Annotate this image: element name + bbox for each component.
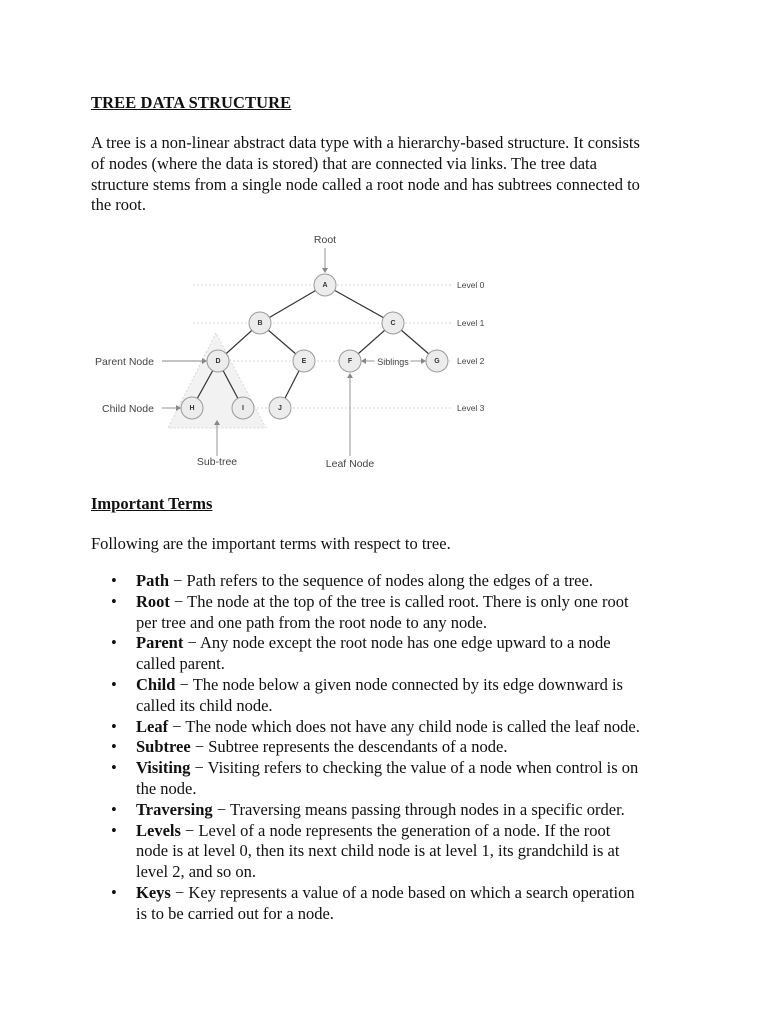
bullet: • [111,633,117,653]
term-definition: − The node below a given node connected by its edge downward is [175,674,623,694]
bullet: • [111,571,117,590]
intro-line: the root. [91,195,146,215]
tree-diagram [88,228,498,478]
term-definition: − Visiting refers to checking the value of a node when control is on [190,758,639,778]
node-g-label: G [434,358,440,365]
document-title: TREE DATA STRUCTURE [91,93,292,112]
level-3-label: Level 3 [457,403,485,413]
term-item [91,883,691,925]
term-definition: − Any node except the root node has one edge upward to a node [183,633,611,653]
term-line: is to be carried out for a node. [136,903,334,923]
node-i-label: I [242,405,244,412]
intro-line: A tree is a non-linear abstract data type with a hierarchy-based structure. It consists [91,133,640,152]
term-definition: − The node which does not have any child node is called the leaf node. [168,716,640,736]
level-2-label: Level 2 [457,356,485,366]
term-definition: − The node at the top of the tree is called root. There is only one root [169,591,629,611]
term-line: called its child node. [136,695,273,715]
bullet: • [111,820,117,840]
term-item [91,592,691,634]
term-line: level 2, and so on. [136,862,257,882]
level-1-label: Level 1 [457,318,485,328]
node-h-label: H [189,405,195,412]
term-name: Keys [136,882,171,902]
term-name: Visiting [136,758,191,778]
term-line [136,592,691,613]
leaf-node-arrowhead [347,373,353,378]
term-line [136,675,691,696]
term-item [91,675,691,717]
term-name: Path [136,571,169,590]
level-0-label: Level 0 [457,280,485,290]
root-label: Root [313,234,337,246]
edge-a-c [325,285,393,323]
root-arrowhead [322,268,328,273]
term-definition: − Path refers to the sequence of nodes along the edges of a tree. [169,571,593,590]
bullet: • [111,758,117,778]
term-item [91,633,691,675]
siblings-arrowhead-left [361,358,366,364]
term-item [91,758,691,800]
term-line: called parent. [136,654,225,674]
intro-line: structure stems from a single node called a root node and has subtrees connected to [91,174,640,194]
term-item [91,800,691,821]
term-line: node is at level 0, then its next child node is at level 1, its grandchild is at [136,841,620,861]
term-definition: − Key represents a value of a node based on which a search operation [170,882,635,902]
sub-tree-label: Sub-tree [196,456,238,468]
lead-paragraph: Following are the important terms with respect to tree. [91,534,451,553]
bullet: • [111,674,117,694]
parent-node-label: Parent Node [95,356,154,368]
term-name: Child [136,674,176,694]
term-line [136,737,691,758]
term-name: Levels [136,820,181,840]
node-f-label: F [347,358,353,365]
term-definition: − Traversing means passing through nodes in a specific order. [212,799,625,819]
term-item [91,737,691,758]
node-j-label: J [278,405,282,412]
term-name: Parent [136,633,184,653]
node-d-label: D [215,358,221,365]
bullet: • [111,737,117,757]
child-node-label: Child Node [102,403,154,415]
bullet: • [111,716,117,736]
term-line [136,821,691,842]
term-name: Subtree [136,737,191,757]
term-name: Leaf [136,716,169,736]
terms-list [91,571,691,925]
section-heading: Important Terms [91,494,213,513]
term-line [136,571,691,592]
term-item [91,717,691,738]
bullet: • [111,799,117,819]
term-item [91,821,691,883]
term-name: Root [136,591,170,611]
leaf-node-label: Leaf Node [325,458,375,470]
intro-line: of nodes (where the data is stored) that are connected via links. The tree data [91,153,597,173]
term-name: Traversing [136,799,213,819]
term-line [136,800,691,821]
node-c-label: C [390,320,396,327]
siblings-arrowhead-right [421,358,426,364]
node-e-label: E [301,358,307,365]
term-line: per tree and one path from the root node to any node. [136,612,487,632]
bullet: • [111,591,117,611]
term-line: the node. [136,778,197,798]
term-line [136,758,691,779]
term-line [136,883,691,904]
term-definition: − Subtree represents the descendants of a node. [190,737,508,757]
siblings-label: Siblings [377,357,409,367]
bullet: • [111,882,117,902]
node-b-label: B [257,320,263,327]
term-definition: − Level of a node represents the generation of a node. If the root [180,820,611,840]
node-a-label: A [322,282,328,289]
term-item [91,571,691,592]
term-line [136,633,691,654]
term-line [136,717,691,738]
intro-paragraph [91,133,691,216]
